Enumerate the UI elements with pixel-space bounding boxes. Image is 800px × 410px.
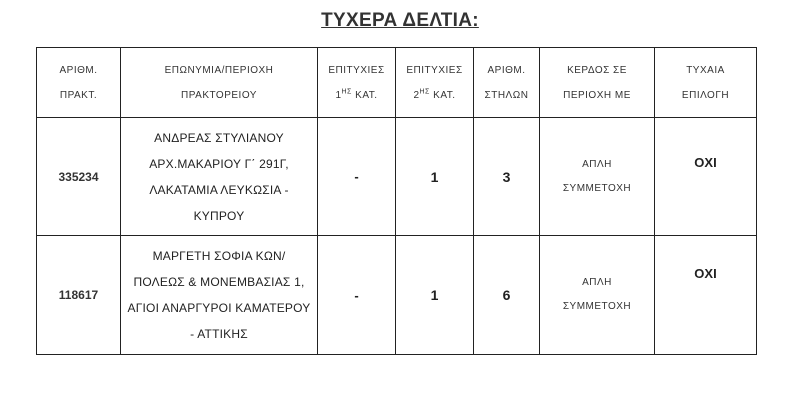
profit-line: ΣΥΜΜΕΤΟΧΗ — [562, 301, 632, 312]
header-random-pick — [655, 48, 757, 118]
table-row — [37, 236, 757, 355]
random-pick-value: ΟΧΙ — [694, 265, 717, 281]
columns-cell: 6 — [474, 236, 540, 355]
header-text: ΑΡΙΘΜ. — [59, 64, 98, 76]
random-pick-cell — [655, 118, 757, 236]
agency-line: ΚΥΠΡΟΥ — [193, 208, 245, 223]
agency-line: - ΑΤΤΙΚΗΣ — [190, 327, 248, 341]
header-text: $1^{H\Sigma}$ ΚΑΤ. — [335, 88, 378, 101]
profit-line: ΣΥΜΜΕΤΟΧΗ — [562, 182, 632, 194]
agency-line: ΛΑΚΑΤΑΜΙΑ ΛΕΥΚΩΣΙΑ - — [149, 182, 289, 197]
winning-tickets-table — [36, 47, 757, 355]
agency-line: ΠΟΛΕΩΣ & ΜΟΝΕΜΒΑΣΙΑΣ 1, — [133, 275, 305, 289]
header-text: ΕΠΙΤΥΧΙΕΣ — [328, 64, 385, 76]
header-text: ΕΠΩΝΥΜΙΑ/ΠΕΡΙΟΧΗ — [164, 64, 274, 76]
wins-cat1-cell: - — [318, 118, 396, 236]
wins-cat2-cell: 1 — [396, 236, 474, 355]
header-agent-number — [37, 48, 121, 118]
header-text: ΕΠΙΛΟΓΗ — [681, 89, 730, 101]
header-agency — [121, 48, 318, 118]
header-text: ΑΡΙΘΜ. — [487, 64, 526, 76]
header-text: ΣΤΗΛΩΝ — [484, 89, 529, 101]
agency-cell — [121, 118, 318, 236]
random-pick-cell — [655, 236, 757, 355]
page-title: ΤΥΧΕΡΑ ΔΕΛΤΙΑ: — [321, 10, 479, 31]
profit-cell — [540, 118, 655, 236]
wins-cat2-cell: 1 — [396, 118, 474, 236]
table-row — [37, 118, 757, 236]
header-text: ΠΡΑΚΤΟΡΕΙΟΥ — [181, 89, 257, 101]
profit-line: ΑΠΛΗ — [582, 277, 612, 288]
header-text: ΚΕΡΔΟΣ ΣΕ — [567, 64, 627, 76]
wins-cat1-cell: - — [318, 236, 396, 355]
agent-number-cell: 335234 — [37, 118, 121, 236]
agency-line: ΑΡΧ.ΜΑΚΑΡΙΟΥ Γ΄ 291Γ, — [149, 156, 289, 171]
header-text: ΕΠΙΤΥΧΙΕΣ — [406, 64, 463, 76]
columns-cell: 3 — [474, 118, 540, 236]
table-header-row — [37, 48, 757, 118]
profit-line: ΑΠΛΗ — [582, 158, 612, 170]
header-text: $2^{H\Sigma}$ ΚΑΤ. — [413, 88, 456, 101]
agency-line: ΑΝΔΡΕΑΣ ΣΤΥΛΙΑΝΟΥ — [154, 130, 284, 145]
header-wins-cat1 — [318, 48, 396, 118]
profit-cell — [540, 236, 655, 355]
header-text: ΤΥΧΑΙΑ — [686, 64, 725, 76]
agent-number-cell: 118617 — [37, 236, 121, 355]
header-wins-cat2 — [396, 48, 474, 118]
agency-line: ΑΓΙΟΙ ΑΝΑΡΓΥΡΟΙ ΚΑΜΑΤΕΡΟΥ — [127, 301, 311, 315]
random-pick-value: ΟΧΙ — [694, 155, 717, 170]
header-text: ΠΕΡΙΟΧΗ ΜΕ — [563, 89, 631, 101]
header-columns-count — [474, 48, 540, 118]
agency-line: ΜΑΡΓΕΤΗ ΣΟΦΙΑ ΚΩΝ/ — [152, 249, 286, 263]
header-text: ΠΡΑΚΤ. — [59, 89, 98, 101]
header-profit — [540, 48, 655, 118]
agency-cell — [121, 236, 318, 355]
